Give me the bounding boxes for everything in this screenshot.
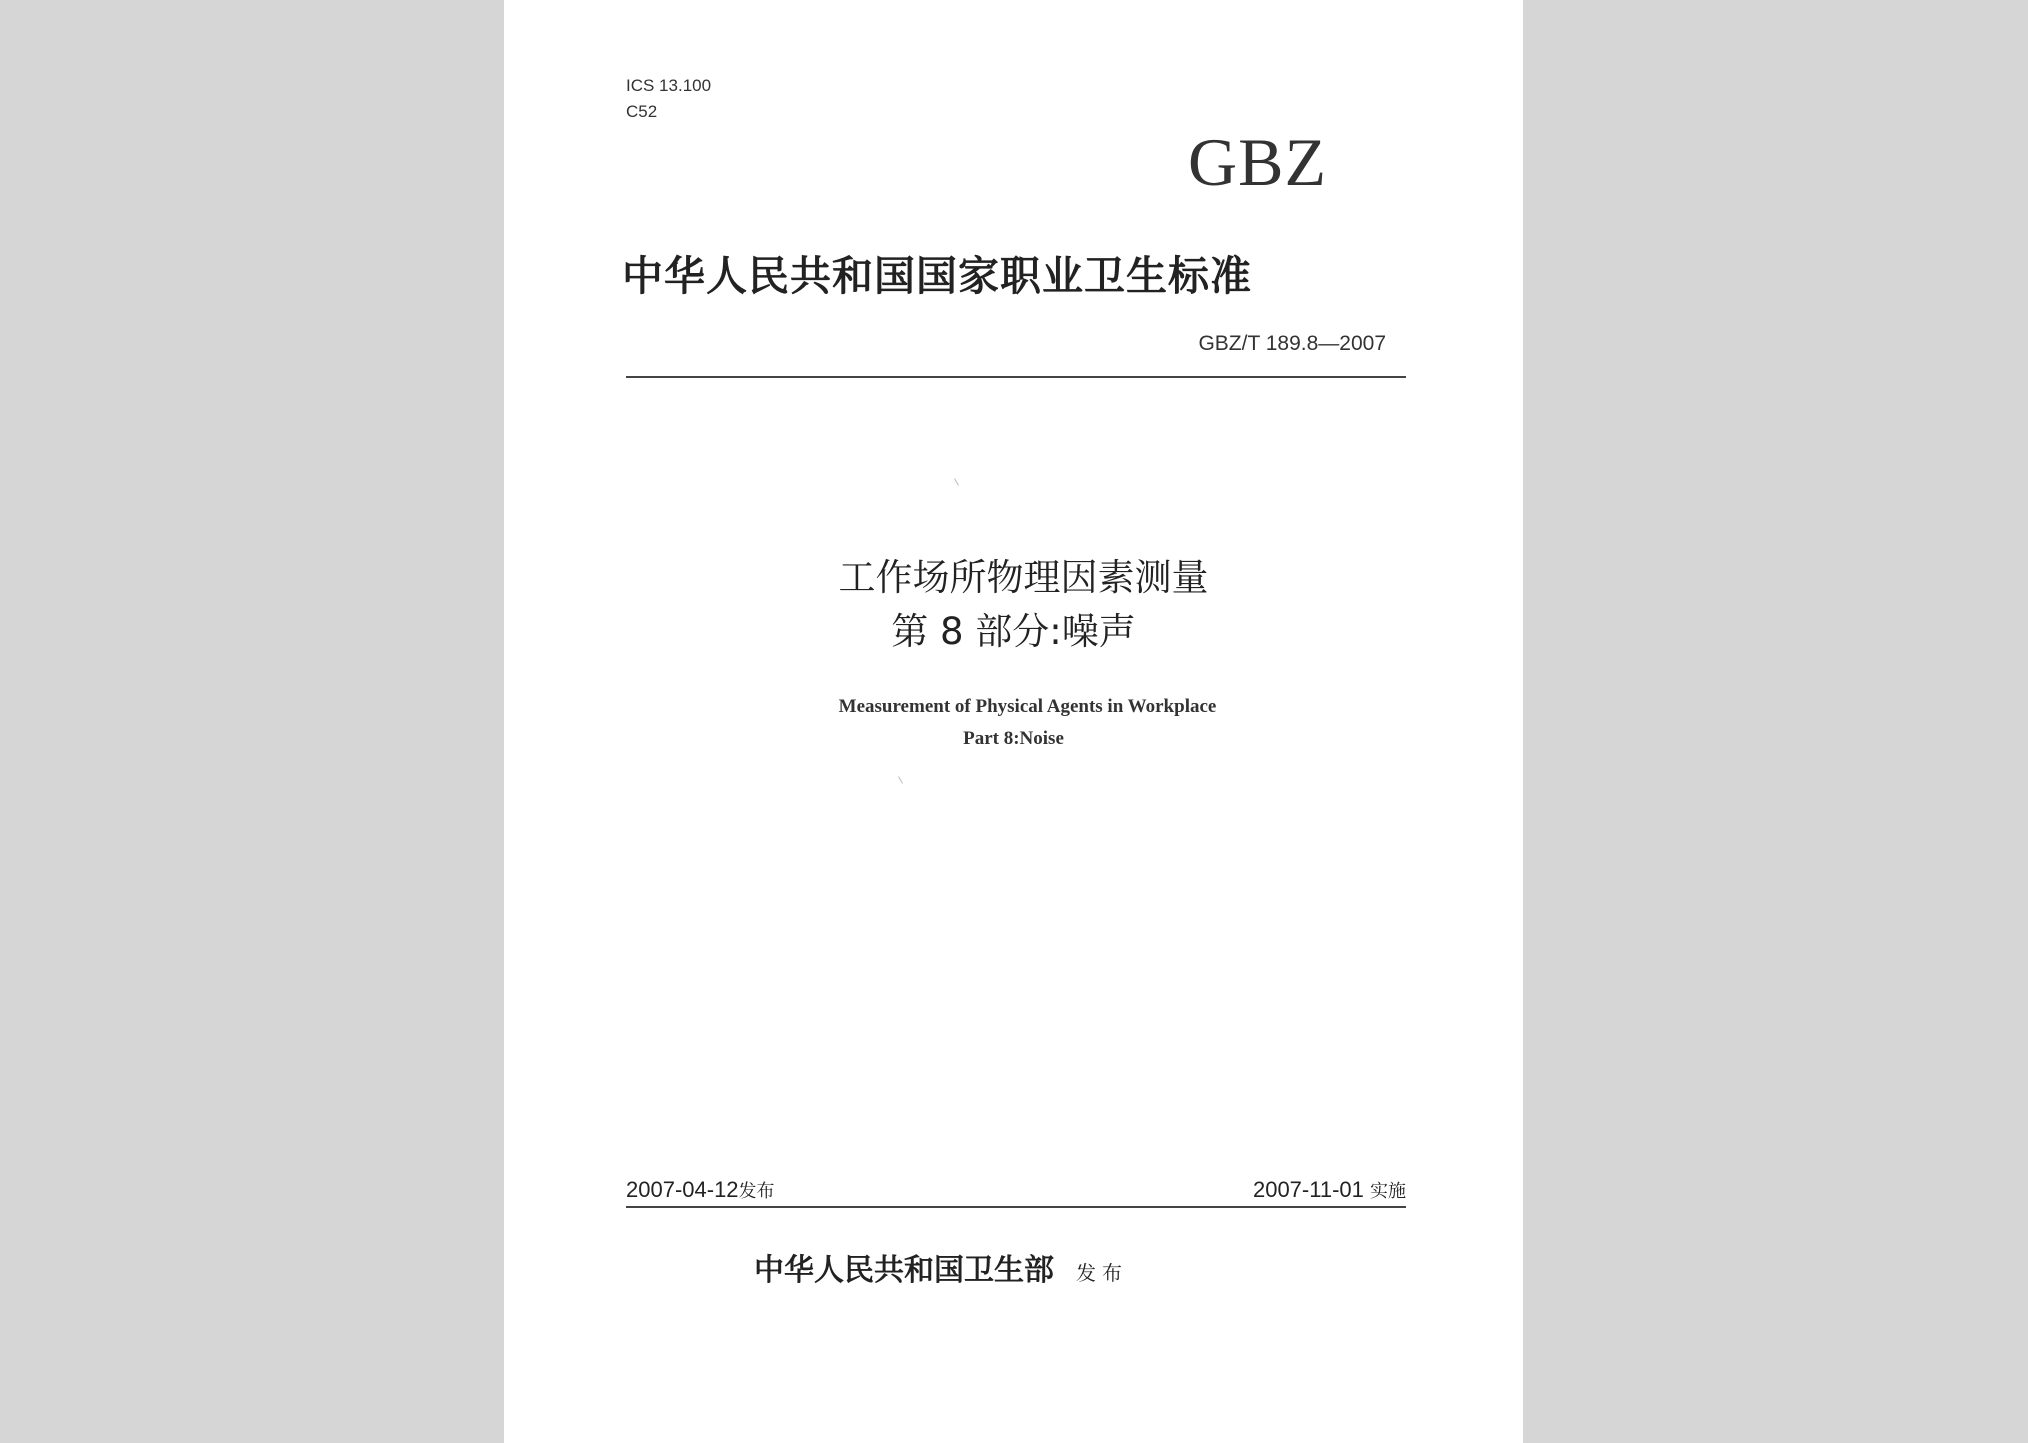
ics-code: ICS 13.100 [626,76,712,95]
issuer-verb: 发布 [1076,1261,1128,1285]
implementation-date-value: 2007-11-01 [1252,1177,1364,1202]
gbz-logo: GBZ [1188,124,1327,200]
bottom-divider [626,1206,1406,1208]
issue-date [626,1174,775,1207]
issue-date-value: 2007-04-12 [626,1177,739,1202]
issuer-name: 中华人民共和国卫生部 [754,1253,1054,1288]
scan-speck [898,776,903,783]
english-title-line-2: Part 8:Noise [963,728,1064,749]
top-divider [626,376,1406,378]
implementation-date [1084,1174,1406,1207]
document-page [504,0,1523,1443]
standard-category-title: 中华人民共和国国家职业卫生标准 [622,252,1252,300]
scan-speck [954,478,959,485]
standard-number: GBZ/T 189.8—2007 [1198,332,1386,355]
ccs-code: C52 [626,102,658,121]
issuing-authority [754,1249,1294,1295]
implementation-label: 实施 [1370,1181,1406,1201]
english-title-line-1: Measurement of Physical Agents in Workplace [838,696,1217,717]
chinese-title-line-2: 第 8 部分:噪声 [891,610,1136,653]
issue-label: 发布 [738,1181,775,1201]
chinese-title-line-1: 工作场所物理因素测量 [838,556,1209,599]
